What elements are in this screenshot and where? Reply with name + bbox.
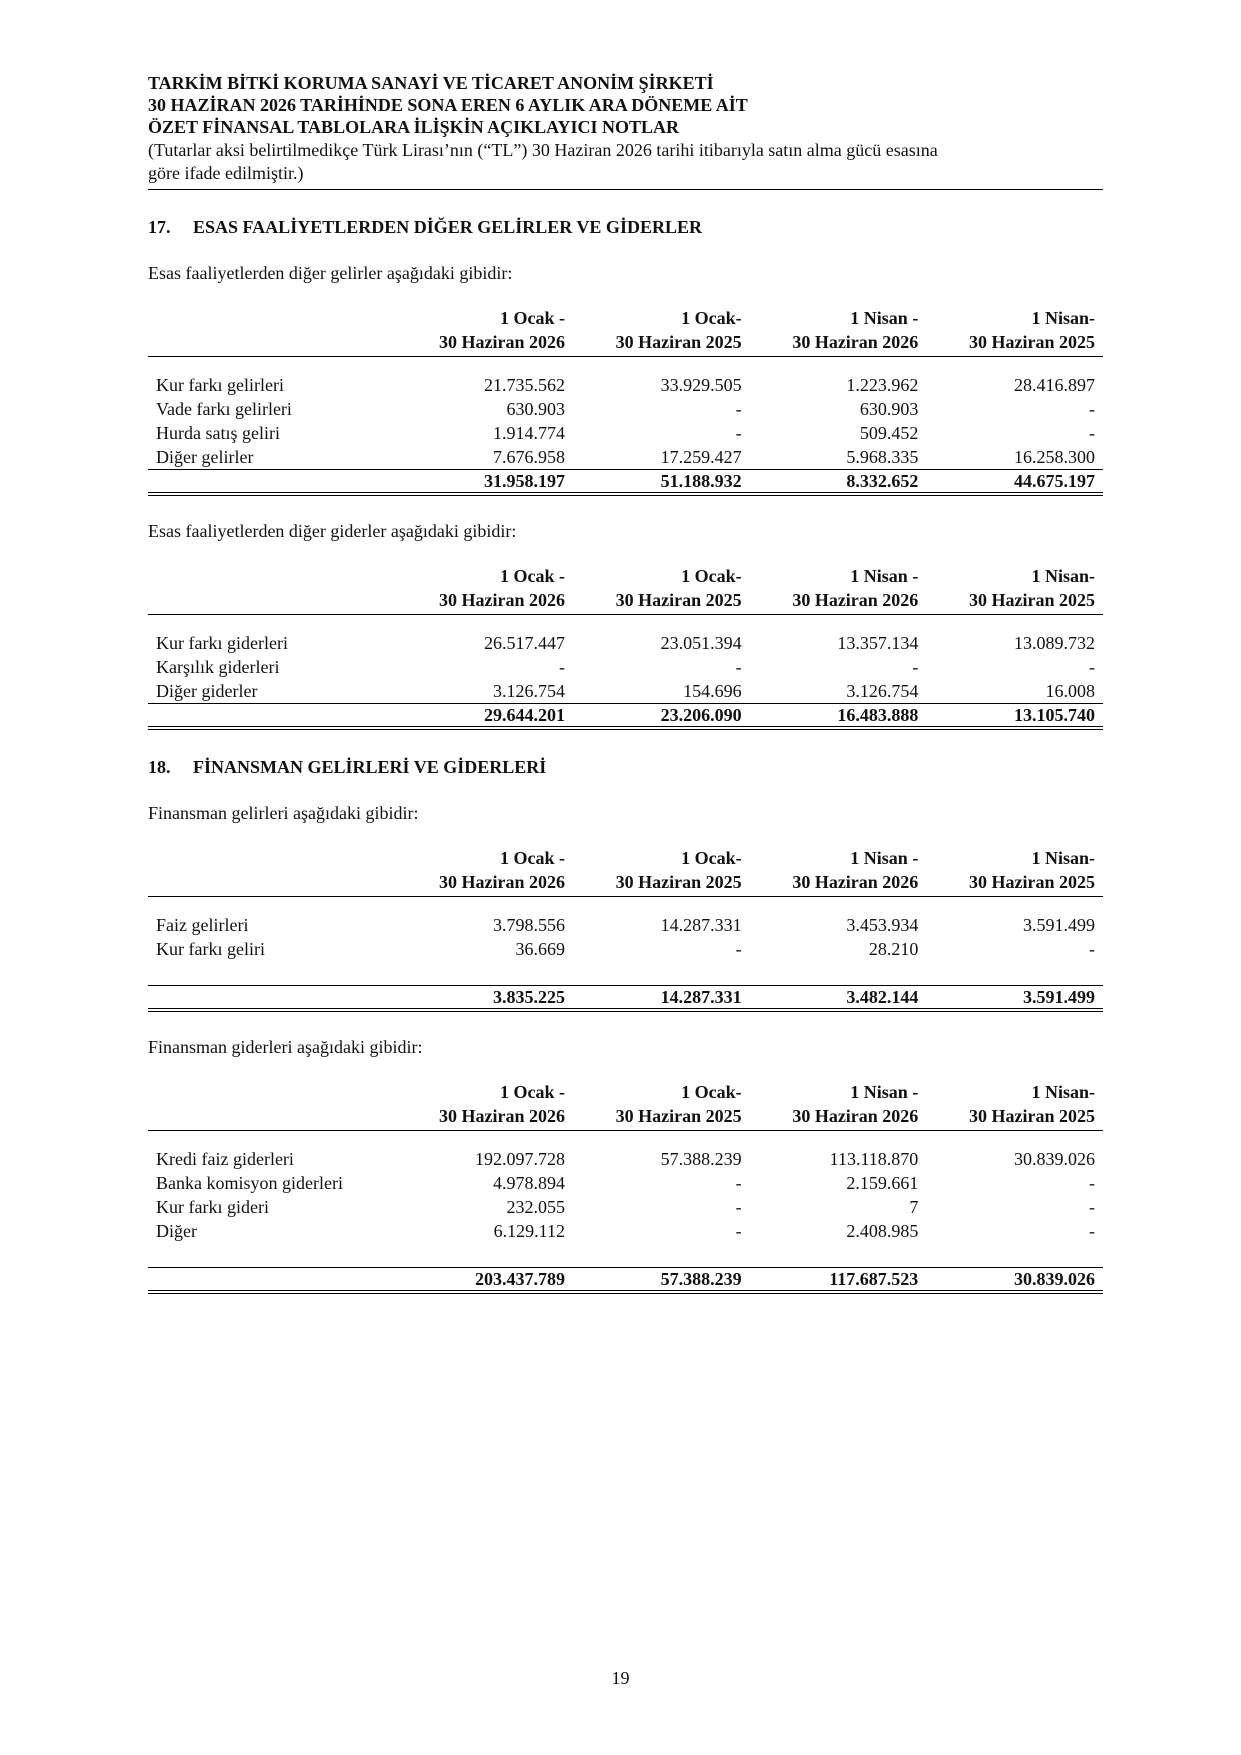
table-row <box>148 679 1103 704</box>
total-value: 51.188.932 <box>573 470 750 495</box>
section-number: 17. <box>148 217 171 237</box>
row-value: 192.097.728 <box>474 1149 565 1169</box>
total-row <box>148 704 1103 729</box>
row-value: 154.696 <box>573 679 750 704</box>
spacer-cell <box>148 615 396 632</box>
financial-table <box>148 846 1103 1012</box>
spacer-row <box>148 615 1103 632</box>
total-label-cell <box>148 704 396 729</box>
row-value: 28.210 <box>868 939 919 959</box>
column-header-start: 1 Nisan - <box>850 848 919 868</box>
section-heading: FİNANSMAN GELİRLERİ VE GİDERLERİ <box>193 757 547 777</box>
row-value: - <box>1089 939 1095 959</box>
table-row <box>148 421 1103 445</box>
column-header-start: 1 Nisan- <box>1031 308 1095 328</box>
table-row <box>148 1171 1103 1195</box>
row-label: Kur farkı giderleri <box>156 633 288 653</box>
row-label: Kur farkı gideri <box>156 1197 269 1217</box>
column-header-end: 30 Haziran 2025 <box>926 330 1103 357</box>
intro-text: Finansman giderleri aşağıdaki gibidir: <box>148 1037 423 1057</box>
table-row <box>148 373 1103 397</box>
financial-table <box>148 564 1103 730</box>
total-row <box>148 986 1103 1011</box>
header-blank-cell <box>148 846 396 870</box>
table-s17-expense <box>148 564 1103 730</box>
row-value: 3.591.499 <box>1023 915 1095 935</box>
total-value: 31.958.197 <box>396 470 573 495</box>
total-value: 30.839.026 <box>926 1268 1103 1293</box>
row-value: - <box>912 657 919 677</box>
row-value: 5.968.335 <box>750 445 927 470</box>
row-value: - <box>735 423 742 443</box>
spacer-row <box>148 1131 1103 1148</box>
spacer-row <box>148 961 1103 986</box>
column-header-end: 30 Haziran 2025 <box>573 870 750 897</box>
column-header-start: 1 Ocak- <box>681 848 742 868</box>
column-header-start: 1 Ocak - <box>499 848 565 868</box>
column-header-end: 30 Haziran 2026 <box>396 870 573 897</box>
spacer-cell <box>573 615 750 632</box>
header-blank-cell <box>148 1104 396 1131</box>
section-number: 18. <box>148 757 171 777</box>
row-value: 28.416.897 <box>1014 375 1095 395</box>
spacer-row <box>148 357 1103 374</box>
spacer-cell <box>926 615 1103 632</box>
row-value: 57.388.239 <box>660 1149 742 1169</box>
column-header-end: 30 Haziran 2025 <box>926 870 1103 897</box>
row-label: Karşılık giderleri <box>156 657 280 677</box>
table-row <box>148 937 1103 961</box>
spacer-cell <box>573 1131 750 1148</box>
column-header-end: 30 Haziran 2026 <box>396 588 573 615</box>
row-value: 33.929.505 <box>660 375 742 395</box>
currency-note-line1: (Tutarlar aksi belirtilmedikçe Türk Lirası’nın (“TL”) 30 Haziran 2026 tarihi itibarıyla satın alma gücü esasına <box>148 140 938 160</box>
row-value: 630.903 <box>506 399 565 419</box>
row-value: 16.258.300 <box>926 445 1103 470</box>
total-value: 44.675.197 <box>926 470 1103 495</box>
column-header-start: 1 Ocak- <box>681 566 742 586</box>
column-header-row <box>148 588 1103 615</box>
row-label: Kur farkı gelirleri <box>156 375 284 395</box>
spacer-cell <box>396 961 573 986</box>
company-name: TARKİM BİTKİ KORUMA SANAYİ VE TİCARET ANONİM ŞİRKETİ <box>148 73 714 93</box>
row-label: Diğer <box>156 1221 197 1241</box>
financial-table <box>148 1080 1103 1294</box>
row-value: 630.903 <box>859 399 919 419</box>
row-value: 232.055 <box>506 1197 565 1217</box>
spacer-cell <box>148 897 396 914</box>
page-number: 19 <box>611 1668 630 1688</box>
spacer-cell <box>148 357 396 374</box>
row-value: 1.223.962 <box>846 375 919 395</box>
column-header-end: 30 Haziran 2026 <box>396 1104 573 1131</box>
table-s18-expense <box>148 1080 1103 1294</box>
spacer-cell <box>750 961 927 986</box>
column-header-end: 30 Haziran 2026 <box>750 330 927 357</box>
row-value: - <box>735 1221 742 1241</box>
row-value: 23.051.394 <box>660 633 742 653</box>
intro-text: Finansman gelirleri aşağıdaki gibidir: <box>148 803 419 823</box>
column-header-row <box>148 330 1103 357</box>
total-value: 29.644.201 <box>396 704 573 729</box>
header-blank-cell <box>148 588 396 615</box>
column-header-end: 30 Haziran 2025 <box>926 1104 1103 1131</box>
header-blank-cell <box>148 870 396 897</box>
spacer-cell <box>573 897 750 914</box>
row-value: 6.129.112 <box>493 1221 565 1241</box>
total-label-cell <box>148 1268 396 1293</box>
column-header-start: 1 Ocak - <box>499 308 565 328</box>
spacer-cell <box>396 357 573 374</box>
column-header-start: 1 Ocak - <box>499 1082 565 1102</box>
column-header-start: 1 Nisan - <box>850 566 919 586</box>
section-heading: ESAS FAALİYETLERDEN DİĞER GELİRLER VE GİDERLER <box>193 217 702 237</box>
total-row <box>148 1268 1103 1293</box>
total-value: 3.835.225 <box>396 986 573 1011</box>
row-value: 3.798.556 <box>492 915 565 935</box>
row-label: Vade farkı gelirleri <box>156 399 292 419</box>
row-value: 3.453.934 <box>846 915 919 935</box>
column-header-row <box>148 1080 1103 1104</box>
section-17-title <box>148 216 1103 238</box>
row-value: 3.126.754 <box>750 679 927 704</box>
row-value: - <box>1089 423 1095 443</box>
spacer-cell <box>750 357 927 374</box>
spacer-cell <box>396 1131 573 1148</box>
row-value: - <box>558 657 565 677</box>
spacer-cell <box>148 1131 396 1148</box>
row-value: 30.839.026 <box>1014 1149 1095 1169</box>
table-row <box>148 655 1103 679</box>
financial-table <box>148 306 1103 496</box>
column-header-row <box>148 306 1103 330</box>
row-value: 7 <box>909 1197 919 1217</box>
row-value: - <box>735 1173 742 1193</box>
total-value: 16.483.888 <box>750 704 927 729</box>
spacer-row <box>148 897 1103 914</box>
row-value: 4.978.894 <box>492 1173 565 1193</box>
row-value: 1.914.774 <box>492 423 565 443</box>
spacer-cell <box>926 897 1103 914</box>
row-label: Kur farkı geliri <box>156 939 265 959</box>
table-row <box>148 631 1103 655</box>
column-header-end: 30 Haziran 2026 <box>750 1104 927 1131</box>
row-value: - <box>1089 1173 1095 1193</box>
spacer-cell <box>750 897 927 914</box>
row-value: 36.669 <box>515 939 565 959</box>
spacer-cell <box>750 615 927 632</box>
table-row <box>148 1195 1103 1219</box>
total-value: 3.482.144 <box>750 986 927 1011</box>
total-label-cell <box>148 986 396 1011</box>
header-blank-cell <box>148 306 396 330</box>
spacer-cell <box>573 961 750 986</box>
row-value: 509.452 <box>859 423 919 443</box>
column-header-start: 1 Nisan - <box>850 1082 919 1102</box>
table-row <box>148 913 1103 937</box>
document-header <box>148 72 1103 190</box>
column-header-start: 1 Nisan- <box>1031 566 1095 586</box>
row-value: - <box>735 399 742 419</box>
total-value: 3.591.499 <box>926 986 1103 1011</box>
notes-title: ÖZET FİNANSAL TABLOLARA İLİŞKİN AÇIKLAYICI NOTLAR <box>148 117 679 137</box>
row-value: - <box>735 939 742 959</box>
total-value: 203.437.789 <box>396 1268 573 1293</box>
column-header-start: 1 Nisan - <box>850 308 919 328</box>
row-label: Hurda satış geliri <box>156 423 280 443</box>
row-value: 26.517.447 <box>483 633 565 653</box>
currency-note-line2: göre ifade edilmiştir.) <box>148 163 304 183</box>
row-value: - <box>1089 1197 1095 1217</box>
table-row <box>148 1147 1103 1171</box>
column-header-end: 30 Haziran 2026 <box>750 870 927 897</box>
column-header-start: 1 Nisan- <box>1031 848 1095 868</box>
column-header-end: 30 Haziran 2025 <box>573 1104 750 1131</box>
table-row <box>148 1219 1103 1243</box>
row-value: 113.118.870 <box>829 1149 919 1169</box>
row-value: 21.735.562 <box>483 375 565 395</box>
section-18-title <box>148 756 1103 778</box>
column-header-end: 30 Haziran 2025 <box>926 588 1103 615</box>
row-value: - <box>1089 1221 1095 1241</box>
column-header-end: 30 Haziran 2025 <box>573 330 750 357</box>
total-row <box>148 470 1103 495</box>
table-row <box>148 397 1103 421</box>
row-label: Banka komisyon giderleri <box>156 1173 343 1193</box>
spacer-cell <box>573 1243 750 1268</box>
row-value: 2.159.661 <box>846 1173 919 1193</box>
period-title: 30 HAZİRAN 2026 TARİHİNDE SONA EREN 6 AYLIK ARA DÖNEME AİT <box>148 95 748 115</box>
column-header-end: 30 Haziran 2026 <box>750 588 927 615</box>
document-page <box>148 72 1103 1294</box>
total-value: 57.388.239 <box>573 1268 750 1293</box>
row-value: - <box>1089 399 1095 419</box>
total-value: 117.687.523 <box>750 1268 927 1293</box>
table-s17-income <box>148 306 1103 496</box>
total-value: 23.206.090 <box>573 704 750 729</box>
row-value: 2.408.985 <box>846 1221 919 1241</box>
column-header-start: 1 Ocak- <box>681 308 742 328</box>
header-blank-cell <box>148 564 396 588</box>
header-blank-cell <box>148 330 396 357</box>
spacer-cell <box>396 897 573 914</box>
total-label-cell <box>148 470 396 495</box>
row-value: 13.357.134 <box>837 633 919 653</box>
column-header-end: 30 Haziran 2025 <box>573 588 750 615</box>
table-s18-income <box>148 846 1103 1012</box>
spacer-cell <box>148 1243 396 1268</box>
column-header-row <box>148 846 1103 870</box>
row-value: 17.259.427 <box>573 445 750 470</box>
column-header-row <box>148 1104 1103 1131</box>
spacer-cell <box>573 357 750 374</box>
row-value: 3.126.754 <box>396 679 573 704</box>
spacer-cell <box>750 1131 927 1148</box>
row-value: 13.089.732 <box>1014 633 1095 653</box>
row-value: 14.287.331 <box>660 915 742 935</box>
row-label: Diğer giderler <box>148 679 396 704</box>
row-value: - <box>735 657 742 677</box>
spacer-cell <box>750 1243 927 1268</box>
column-header-row <box>148 870 1103 897</box>
column-header-end: 30 Haziran 2026 <box>396 330 573 357</box>
row-value: 7.676.958 <box>396 445 573 470</box>
spacer-cell <box>926 1131 1103 1148</box>
header-blank-cell <box>148 1080 396 1104</box>
row-label: Diğer gelirler <box>148 445 396 470</box>
row-value: - <box>735 1197 742 1217</box>
spacer-cell <box>926 961 1103 986</box>
row-value: - <box>1089 657 1095 677</box>
header-divider <box>148 189 1103 190</box>
column-header-start: 1 Ocak - <box>499 566 565 586</box>
spacer-cell <box>926 357 1103 374</box>
intro-text: Esas faaliyetlerden diğer giderler aşağıdaki gibidir: <box>148 521 517 541</box>
column-header-start: 1 Ocak- <box>681 1082 742 1102</box>
total-value: 13.105.740 <box>926 704 1103 729</box>
spacer-cell <box>396 615 573 632</box>
row-value: 16.008 <box>926 679 1103 704</box>
spacer-cell <box>396 1243 573 1268</box>
total-value: 14.287.331 <box>573 986 750 1011</box>
table-row <box>148 445 1103 470</box>
row-label: Faiz gelirleri <box>156 915 249 935</box>
total-value: 8.332.652 <box>750 470 927 495</box>
spacer-cell <box>148 961 396 986</box>
column-header-start: 1 Nisan- <box>1031 1082 1095 1102</box>
intro-text: Esas faaliyetlerden diğer gelirler aşağıdaki gibidir: <box>148 263 513 283</box>
row-label: Kredi faiz giderleri <box>156 1149 294 1169</box>
column-header-row <box>148 564 1103 588</box>
spacer-cell <box>926 1243 1103 1268</box>
spacer-row <box>148 1243 1103 1268</box>
